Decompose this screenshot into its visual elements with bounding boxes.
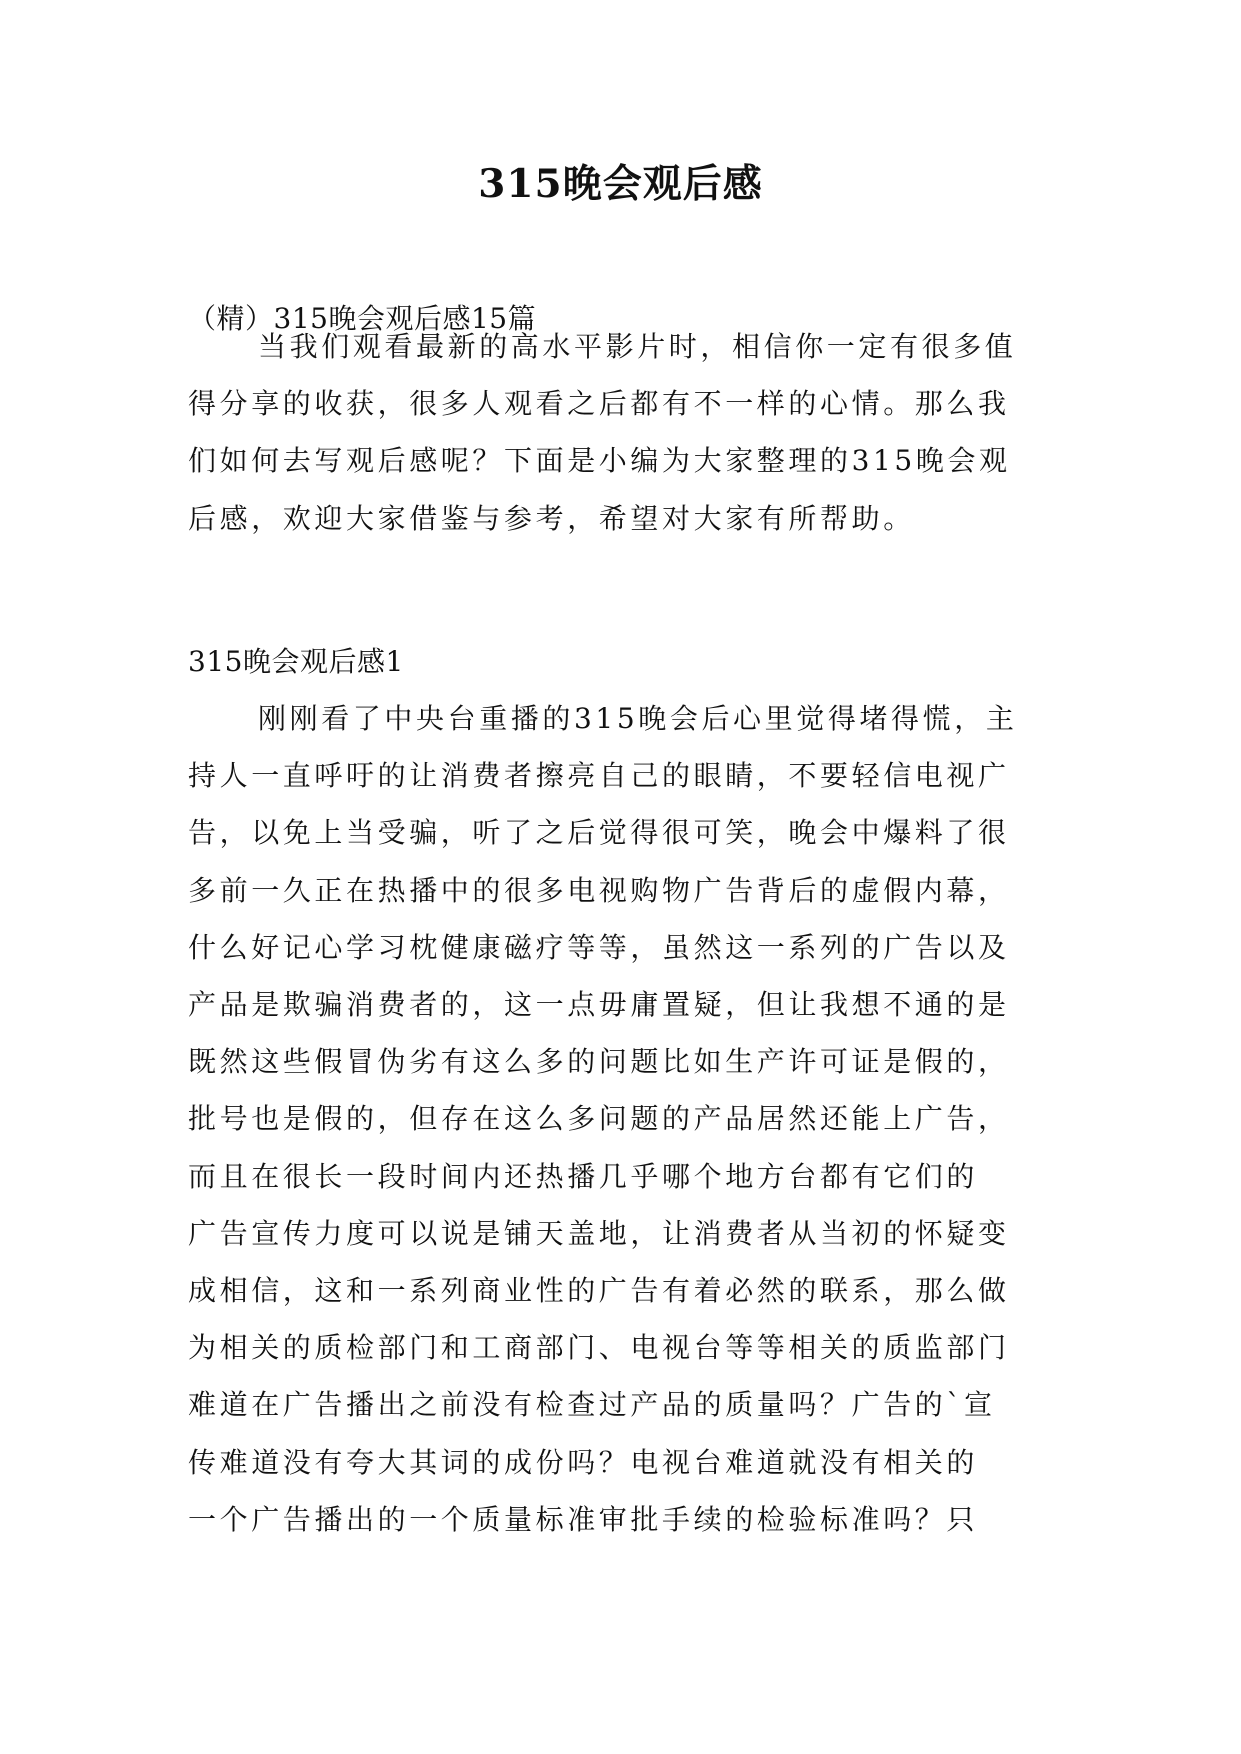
body-line: 为相关的质检部门和工商部门、电视台等等相关的质监部门 xyxy=(188,1331,1010,1365)
intro-paragraph xyxy=(188,318,1058,547)
section-heading: 315晚会观后感1 xyxy=(188,645,404,678)
body-line: 而且在很长一段时间内还热播几乎哪个地方台都有它们的 xyxy=(188,1159,979,1193)
section-1-paragraph xyxy=(188,690,1058,1548)
intro-line: 当我们观看最新的高水平影片时，相信你一定有很多值 xyxy=(258,330,1017,363)
intro-line: 后感，欢迎大家借鉴与参考，希望对大家有所帮助。 xyxy=(188,501,915,535)
body-line: 持人一直呼吁的让消费者擦亮自己的眼睛，不要轻信电视广 xyxy=(188,759,1010,793)
body-line: 批号也是假的，但存在这么多问题的产品居然还能上广告， xyxy=(188,1102,1010,1136)
body-line: 产品是欺骗消费者的，这一点毋庸置疑，但让我想不通的是 xyxy=(188,988,1010,1022)
body-line: 刚刚看了中央台重播的315晚会后心里觉得堵得慌，主 xyxy=(258,702,1018,735)
intro-line: 得分享的收获，很多人观看之后都有不一样的心情。那么我 xyxy=(188,387,1010,421)
body-line: 成相信，这和一系列商业性的广告有着必然的联系，那么做 xyxy=(188,1274,1010,1308)
document-subtitle: （精）315晚会观后感15篇 xyxy=(188,302,537,335)
document-title: 315晚会观后感 xyxy=(478,161,763,207)
body-line: 难道在广告播出之前没有检查过产品的质量吗？广告的`宣 xyxy=(188,1388,996,1422)
body-line: 告，以免上当受骗，听了之后觉得很可笑，晚会中爆料了很 xyxy=(188,816,1010,850)
body-line: 一个广告播出的一个质量标准审批手续的检验标准吗？只 xyxy=(188,1502,979,1536)
body-line: 广告宣传力度可以说是铺天盖地，让消费者从当初的怀疑变 xyxy=(188,1216,1010,1250)
intro-line: 们如何去写观后感呢？下面是小编为大家整理的315晚会观 xyxy=(188,444,1011,478)
body-line: 什么好记心学习枕健康磁疗等等，虽然这一系列的广告以及 xyxy=(188,930,1010,964)
body-line: 传难道没有夸大其词的成份吗？电视台难道就没有相关的 xyxy=(188,1445,979,1479)
body-line: 既然这些假冒伪劣有这么多的问题比如生产许可证是假的， xyxy=(188,1045,1010,1079)
body-line: 多前一久正在热播中的很多电视购物广告背后的虚假内幕， xyxy=(188,873,1010,907)
